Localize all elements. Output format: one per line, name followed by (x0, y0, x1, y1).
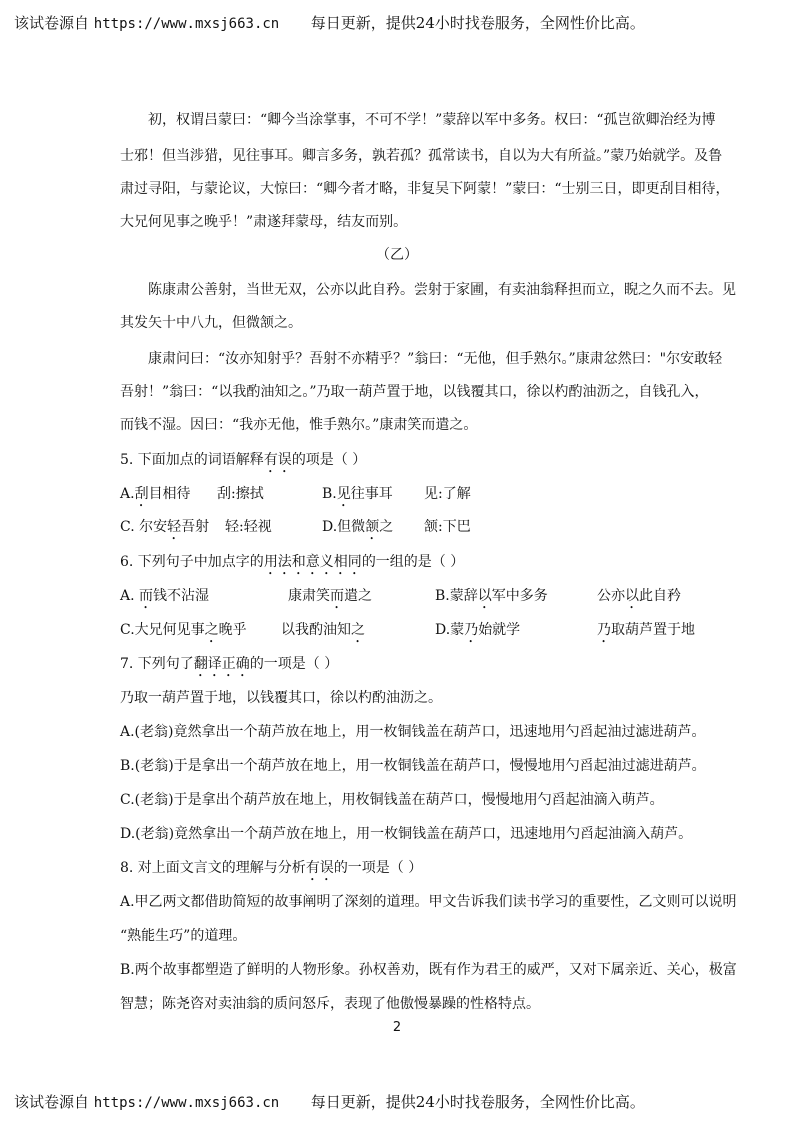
q8-option-b-line-1[interactable]: B.两个故事都塑造了鲜明的人物形象。孙权善劝，既有作为君王的威严，又对下属亲近、关心，极富 (120, 962, 737, 978)
top-banner (14, 14, 645, 33)
banner-url[interactable]: https://www.mxsj663.cn (93, 16, 280, 32)
page-number: 2 (392, 1020, 402, 1035)
q6-option-b-1[interactable]: B.蒙辞以军中多务 (435, 588, 548, 604)
passage-b-line-3: 康肃问曰：“汝亦知射乎？吾射不亦精乎？”翁曰：“无他，但手熟尔。”康肃忿然曰："尔安敢轻 (148, 351, 723, 367)
q5-stem: 5. 下面加点的词语解释有误的项是（ ） (120, 452, 367, 468)
q6-option-b-2: 公亦以此自矜 (597, 588, 681, 604)
q5-option-b[interactable]: B.见往事耳 (322, 486, 393, 502)
footer-brand: 该试卷源自 (14, 1093, 90, 1111)
q5-option-b-gloss: 见:了解 (424, 486, 471, 502)
q8-option-b-line-2: 智慧；陈尧咨对卖油翁的质问怒斥，表现了他傲慢暴躁的性格特点。 (120, 996, 540, 1012)
q6-option-a-1[interactable]: A. 而钱不沾湿 (120, 588, 210, 604)
q6-option-d-1[interactable]: D.蒙乃始就学 (435, 622, 521, 638)
q7-option-a[interactable]: A.(老翁)竟然拿出一个葫芦放在地上，用一枚铜钱盖在葫芦口，迅速地用勺舀起油过滤进葫芦。 (120, 724, 706, 740)
q6-option-d-2: 乃取葫芦置于地 (597, 622, 695, 638)
passage-a-line-2: 士邪！但当涉猎，见往事耳。卿言多务，孰若孤？孤常读书，自以为大有所益。”蒙乃始就学。及鲁 (120, 148, 723, 164)
q5-option-d[interactable]: D.但微颔之 (322, 519, 394, 535)
footer-url[interactable]: https://www.mxsj663.cn (93, 1095, 280, 1111)
passage-a-line-1: 初，权谓吕蒙曰：“卿今当涂掌事，不可不学！”蒙辞以军中多务。权曰：“孤岂欲卿治经为博 (148, 112, 716, 128)
bottom-banner (14, 1093, 645, 1112)
q7-option-d[interactable]: D.(老翁)竟然拿出一个葫芦放在地上，用一枚铜钱盖在葫芦口，迅速地用勺舀起油滴入葫芦。 (120, 826, 693, 842)
q7-sentence: 乃取一葫芦置于地，以钱覆其口，徐以杓酌油沥之。 (120, 690, 442, 706)
q7-option-c[interactable]: C.(老翁)于是拿出个葫芦放在地上，用枚铜钱盖在葫芦口，慢慢地用勺舀起油滴入萌芦。 (120, 792, 664, 808)
q5-option-c-gloss: 轻:轻视 (225, 519, 272, 535)
q5-option-c[interactable]: C. 尔安轻吾射 (120, 519, 210, 535)
passage-a-line-4: 大兄何见事之晚乎！”肃遂拜蒙母，结友而别。 (120, 214, 408, 230)
q7-stem: 7. 下列句了翻译正确的一项是（ ） (120, 656, 339, 672)
passage-b-line-2: 其发矢十中八九，但微颔之。 (120, 315, 302, 331)
q6-option-a-2: 康肃笑而遣之 (288, 588, 372, 604)
q8-option-a-line-2: “熟能生巧”的道理。 (120, 928, 247, 944)
q6-option-c-2: 以我酌油知之 (281, 622, 365, 638)
q6-stem: 6. 下列句子中加点字的用法和意义相同的一组的是（ ） (120, 554, 465, 570)
q5-option-d-gloss: 颔:下巴 (424, 519, 471, 535)
q8-stem: 8. 对上面文言文的理解与分析有误的一项是（ ） (120, 860, 423, 876)
passage-a-line-3: 肃过寻阳，与蒙论议，大惊曰：“卿今者才略，非复吴下阿蒙！”蒙曰：“士别三日，即更刮目相待， (120, 181, 730, 197)
passage-b-line-4: 吾射！”翁曰：“以我酌油知之。”乃取一葫芦置于地，以钱覆其口，徐以杓酌油沥之，自钱孔入， (120, 384, 709, 400)
q5-option-a[interactable]: A.刮目相待 (120, 486, 191, 502)
banner-slogan: 每日更新，提供24小时找卷服务，全网性价比高。 (310, 14, 645, 32)
q7-option-b[interactable]: B.(老翁)于是拿出一个葫芦放在地上，用一枚铜钱盖在葫芦口，慢慢地用勺舀起油过滤进葫芦。 (120, 758, 706, 774)
passage-b-line-1: 陈康肃公善射，当世无双，公亦以此自矜。尝射于家圃，有卖油翁释担而立，睨之久而不去。见 (148, 282, 736, 298)
q8-option-a-line-1[interactable]: A.甲乙两文都借助简短的故事阐明了深刻的道理。甲文告诉我们读书学习的重要性，乙文则可以说明 (120, 894, 737, 910)
banner-brand: 该试卷源自 (14, 14, 90, 32)
q5-option-a-gloss: 刮:擦拭 (217, 486, 264, 502)
q6-option-c-1[interactable]: C.大兄何见事之晚乎 (120, 622, 247, 638)
passage-b-line-5: 而钱不湿。因曰：“我亦无他，惟手熟尔。”康肃笑而遣之。 (120, 417, 478, 433)
footer-slogan: 每日更新，提供24小时找卷服务，全网性价比高。 (310, 1093, 645, 1111)
passage-b-title: （乙） (376, 247, 418, 263)
